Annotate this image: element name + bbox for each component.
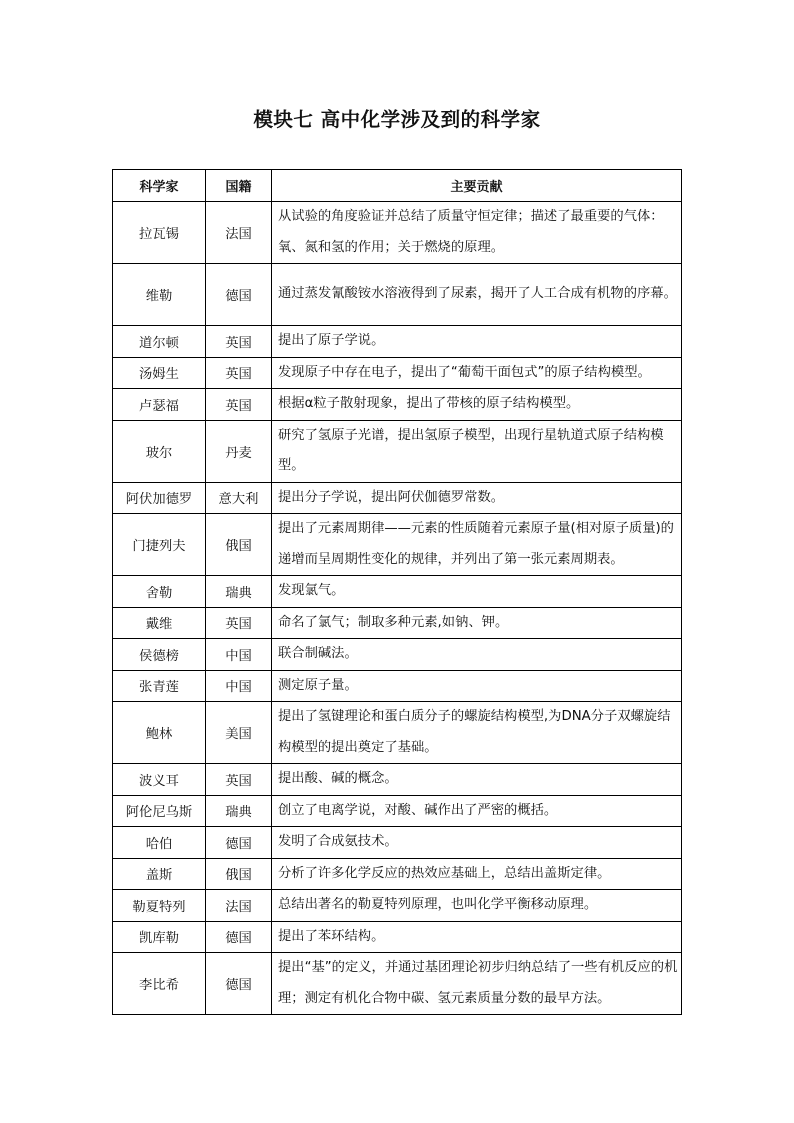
nationality-cell: 中国 — [206, 639, 272, 671]
table-row — [113, 764, 682, 796]
nationality-cell: 中国 — [206, 670, 272, 702]
table-row — [113, 890, 682, 922]
contribution-cell: 发明了合成氨技术。 — [272, 827, 682, 859]
scientist-name-cell: 阿伦尼乌斯 — [113, 795, 206, 827]
nationality-cell: 德国 — [206, 264, 272, 326]
header-scientist: 科学家 — [113, 170, 206, 202]
nationality-cell: 俄国 — [206, 514, 272, 576]
contribution-cell: 通过蒸发氰酸铵水溶液得到了尿素，揭开了人工合成有机物的序幕。 — [272, 264, 682, 326]
contribution-cell: 提出了原子学说。 — [272, 326, 682, 358]
scientist-name-cell: 凯库勒 — [113, 921, 206, 953]
scientists-table — [112, 169, 682, 1015]
table-header-row — [113, 170, 682, 202]
scientist-name-cell: 戴维 — [113, 607, 206, 639]
contribution-cell: 创立了电离学说，对酸、碱作出了严密的概括。 — [272, 795, 682, 827]
table-row — [113, 576, 682, 608]
table-row — [113, 921, 682, 953]
nationality-cell: 英国 — [206, 389, 272, 421]
nationality-cell: 法国 — [206, 890, 272, 922]
scientist-name-cell: 波义耳 — [113, 764, 206, 796]
nationality-cell: 意大利 — [206, 482, 272, 514]
scientist-name-cell: 阿伏加德罗 — [113, 482, 206, 514]
scientist-name-cell: 汤姆生 — [113, 357, 206, 389]
nationality-cell: 美国 — [206, 702, 272, 764]
header-nationality: 国籍 — [206, 170, 272, 202]
nationality-cell: 瑞典 — [206, 795, 272, 827]
nationality-cell: 英国 — [206, 357, 272, 389]
contribution-cell: 总结出著名的勒夏特列原理，也叫化学平衡移动原理。 — [272, 890, 682, 922]
scientist-name-cell: 玻尔 — [113, 420, 206, 482]
contribution-cell: 提出酸、碱的概念。 — [272, 764, 682, 796]
table-row — [113, 858, 682, 890]
table-row — [113, 607, 682, 639]
contribution-cell: 发现氯气。 — [272, 576, 682, 608]
table-row — [113, 795, 682, 827]
contribution-cell: 提出了苯环结构。 — [272, 921, 682, 953]
nationality-cell: 法国 — [206, 202, 272, 264]
contribution-cell: 提出分子学说，提出阿伏伽德罗常数。 — [272, 482, 682, 514]
page-title: 模块七 高中化学涉及到的科学家 — [253, 108, 541, 131]
contribution-cell: 分析了许多化学反应的热效应基础上，总结出盖斯定律。 — [272, 858, 682, 890]
scientist-name-cell: 侯德榜 — [113, 639, 206, 671]
table-row — [113, 420, 682, 482]
scientist-name-cell: 道尔顿 — [113, 326, 206, 358]
scientist-name-cell: 鲍林 — [113, 702, 206, 764]
scientist-name-cell: 拉瓦锡 — [113, 202, 206, 264]
contribution-cell: 提出“基”的定义，并通过基团理论初步归纳总结了一些有机反应的机理；测定有机化合物中碳、氢元素质量分数的最早方法。 — [272, 953, 682, 1015]
contribution-cell: 根据α粒子散射现象，提出了带核的原子结构模型。 — [272, 389, 682, 421]
contribution-cell: 提出了氢键理论和蛋白质分子的螺旋结构模型,为DNA分子双螺旋结构模型的提出奠定了基础。 — [272, 702, 682, 764]
table-row — [113, 827, 682, 859]
scientist-name-cell: 哈伯 — [113, 827, 206, 859]
table-row — [113, 202, 682, 264]
nationality-cell: 俄国 — [206, 858, 272, 890]
table-row — [113, 482, 682, 514]
scientist-name-cell: 张青莲 — [113, 670, 206, 702]
table-row — [113, 670, 682, 702]
scientist-name-cell: 维勒 — [113, 264, 206, 326]
contribution-cell: 发现原子中存在电子，提出了“葡萄干面包式”的原子结构模型。 — [272, 357, 682, 389]
scientist-name-cell: 盖斯 — [113, 858, 206, 890]
scientist-name-cell: 卢瑟福 — [113, 389, 206, 421]
table-row — [113, 702, 682, 764]
table-row — [113, 639, 682, 671]
contribution-cell: 测定原子量。 — [272, 670, 682, 702]
scientist-name-cell: 舍勒 — [113, 576, 206, 608]
nationality-cell: 德国 — [206, 921, 272, 953]
scientist-name-cell: 李比希 — [113, 953, 206, 1015]
nationality-cell: 英国 — [206, 607, 272, 639]
table-row — [113, 514, 682, 576]
contribution-cell: 从试验的角度验证并总结了质量守恒定律；描述了最重要的气体：氧、氮和氢的作用；关于燃烧的原理。 — [272, 202, 682, 264]
scientist-name-cell: 门捷列夫 — [113, 514, 206, 576]
contribution-cell: 研究了氢原子光谱，提出氢原子模型，出现行星轨道式原子结构模型。 — [272, 420, 682, 482]
table-row — [113, 389, 682, 421]
contribution-cell: 联合制碱法。 — [272, 639, 682, 671]
table-row — [113, 357, 682, 389]
table-row — [113, 264, 682, 326]
contribution-cell: 命名了氯气；制取多种元素,如钠、钾。 — [272, 607, 682, 639]
nationality-cell: 德国 — [206, 827, 272, 859]
nationality-cell: 丹麦 — [206, 420, 272, 482]
table-row — [113, 953, 682, 1015]
nationality-cell: 英国 — [206, 764, 272, 796]
contribution-cell: 提出了元素周期律——元素的性质随着元素原子量(相对原子质量)的递增而呈周期性变化的规律，并列出了第一张元素周期表。 — [272, 514, 682, 576]
table-row — [113, 326, 682, 358]
header-contribution: 主要贡献 — [272, 170, 682, 202]
nationality-cell: 瑞典 — [206, 576, 272, 608]
nationality-cell: 英国 — [206, 326, 272, 358]
nationality-cell: 德国 — [206, 953, 272, 1015]
scientist-name-cell: 勒夏特列 — [113, 890, 206, 922]
